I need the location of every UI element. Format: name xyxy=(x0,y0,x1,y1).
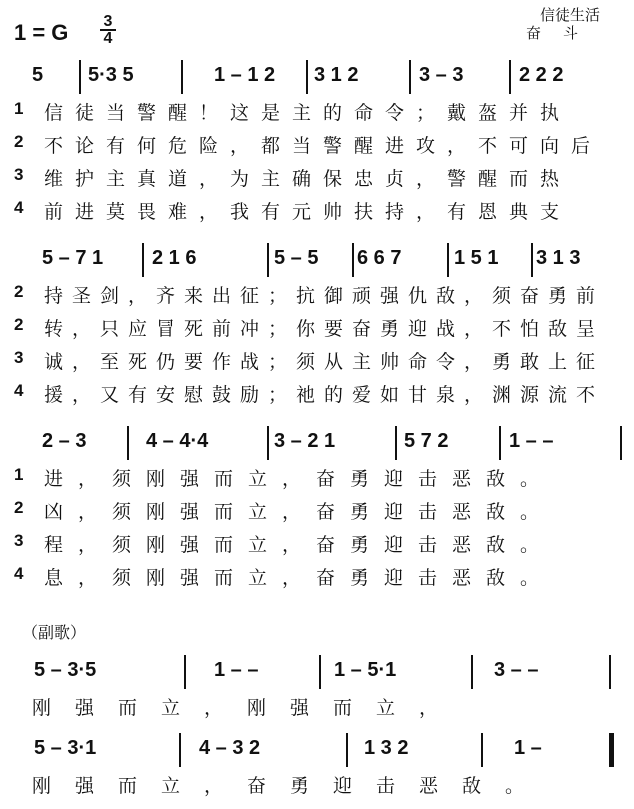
barline xyxy=(620,426,622,460)
time-signature xyxy=(100,14,116,46)
barline xyxy=(267,426,269,460)
measure-notes: 3 – 3 xyxy=(419,64,464,86)
measure-notes: 1 – xyxy=(514,737,542,759)
lyric-text: 援，又有安慰鼓励；祂的爱如甘泉，渊源流不 xyxy=(44,384,605,406)
measure-notes: 5 – 3·1 xyxy=(34,737,97,759)
barline xyxy=(79,60,81,94)
verse-number: 4 xyxy=(14,381,24,400)
lyric-text: 诚，至死仍要作战；须从主帅命令，勇敢上征 xyxy=(44,351,605,373)
barline xyxy=(352,243,354,277)
verse-number: 2 xyxy=(14,132,24,151)
verse-number: 4 xyxy=(14,198,24,217)
barline xyxy=(179,733,181,767)
lyric-line xyxy=(14,345,620,375)
barline xyxy=(481,733,483,767)
lyric-line xyxy=(14,195,620,225)
lyric-line xyxy=(14,129,620,159)
verse-number: 2 xyxy=(14,315,24,334)
barline xyxy=(509,60,511,94)
lyric-line xyxy=(14,528,620,558)
measure-notes: 5 7 2 xyxy=(404,430,449,452)
barline xyxy=(142,243,144,277)
refrain-lyric-line xyxy=(14,769,620,799)
source-author: 奋斗 xyxy=(525,24,600,42)
verse-number: 3 xyxy=(14,531,24,550)
measure-notes: 3 1 2 xyxy=(314,64,359,86)
barline xyxy=(471,655,473,689)
barline xyxy=(609,655,611,689)
lyric-text: 前进莫畏难，我有元帅扶持，有恩典支 xyxy=(44,201,572,223)
barline xyxy=(499,426,501,460)
measure-notes: 1 – – xyxy=(214,659,259,681)
measure-notes: 1 – 1 2 xyxy=(214,64,276,86)
source-credit xyxy=(526,6,600,42)
source-title: 信徒生活 xyxy=(539,6,600,24)
lyric-text: 程，须刚强而立，奋勇迎击恶敌。 xyxy=(44,534,555,556)
lyric-line xyxy=(14,378,620,408)
measure-notes: 3 1 3 xyxy=(536,247,581,269)
lyric-line xyxy=(14,162,620,192)
measure-notes: 1 – 5·1 xyxy=(334,659,397,681)
verse-number: 2 xyxy=(14,498,24,517)
measure-notes: 4 – 3 2 xyxy=(199,737,261,759)
lyric-text: 持圣剑，齐来出征；抗御顽强仇敌，须奋勇前 xyxy=(44,285,605,307)
time-signature-bottom: 4 xyxy=(103,30,113,47)
verse-number: 3 xyxy=(14,348,24,367)
lyric-text: 凶，须刚强而立，奋勇迎击恶敌。 xyxy=(44,501,555,523)
barline xyxy=(184,655,186,689)
measure-notes: 6 6 7 xyxy=(357,247,402,269)
measure-notes: 1 3 2 xyxy=(364,737,409,759)
lyric-text: 息，须刚强而立，奋勇迎击恶敌。 xyxy=(44,567,555,589)
measure-notes: 3 – – xyxy=(494,659,539,681)
refrain-lyric-text: 刚强而立，奋勇迎击恶敌。 xyxy=(32,775,549,797)
measure-notes: 3 – 2 1 xyxy=(274,430,336,452)
lyric-line xyxy=(14,96,620,126)
lyric-text: 信徒当警醒！这是主的命令；戴盔并执 xyxy=(44,102,572,124)
lyric-line xyxy=(14,561,620,591)
measure-notes: 5·3 5 xyxy=(88,64,134,86)
notation-row xyxy=(24,60,620,94)
measure-notes: 5 – 3·5 xyxy=(34,659,97,681)
verse-number: 2 xyxy=(14,282,24,301)
refrain-label: （副歌） xyxy=(22,623,87,642)
measure-notes: 2 2 2 xyxy=(519,64,564,86)
measure-notes: 4 – 4·4 xyxy=(146,430,209,452)
barline xyxy=(306,60,308,94)
refrain-notation-row xyxy=(24,655,620,689)
lyric-line xyxy=(14,462,620,492)
measure-notes: 2 – 3 xyxy=(42,430,87,452)
lyric-text: 转，只应冒死前冲；你要奋勇迎战，不怕敌呈 xyxy=(44,318,605,340)
barline xyxy=(609,733,614,767)
verse-number: 3 xyxy=(14,165,24,184)
refrain-notation-row xyxy=(24,733,620,767)
barline xyxy=(127,426,129,460)
measure-notes: 5 xyxy=(32,64,44,86)
barline xyxy=(395,426,397,460)
barline xyxy=(267,243,269,277)
time-signature-top: 3 xyxy=(100,14,116,31)
refrain-lyric-text: 刚强而立，刚强而立， xyxy=(32,697,463,719)
refrain-lyric-line xyxy=(14,691,620,721)
lyric-text: 维护主真道，为主确保忠贞，警醒而热 xyxy=(44,168,572,190)
barline xyxy=(181,60,183,94)
lyric-line xyxy=(14,495,620,525)
lyric-line xyxy=(14,279,620,309)
lyric-line xyxy=(14,312,620,342)
barline xyxy=(319,655,321,689)
barline xyxy=(531,243,533,277)
notation-row xyxy=(24,243,620,277)
barline xyxy=(409,60,411,94)
measure-notes: 2 1 6 xyxy=(152,247,197,269)
barline xyxy=(447,243,449,277)
measure-notes: 5 – 5 xyxy=(274,247,319,269)
lyric-text: 不论有何危险，都当警醒进攻，不可向后 xyxy=(44,135,603,157)
lyric-text: 进，须刚强而立，奋勇迎击恶敌。 xyxy=(44,468,555,490)
measure-notes: 1 5 1 xyxy=(454,247,499,269)
verse-number: 4 xyxy=(14,564,24,583)
verse-number: 1 xyxy=(14,99,24,118)
notation-row xyxy=(24,426,620,460)
barline xyxy=(346,733,348,767)
key-signature: 1 = G xyxy=(14,20,69,45)
verse-number: 1 xyxy=(14,465,24,484)
measure-notes: 5 – 7 1 xyxy=(42,247,104,269)
measure-notes: 1 – – xyxy=(509,430,554,452)
